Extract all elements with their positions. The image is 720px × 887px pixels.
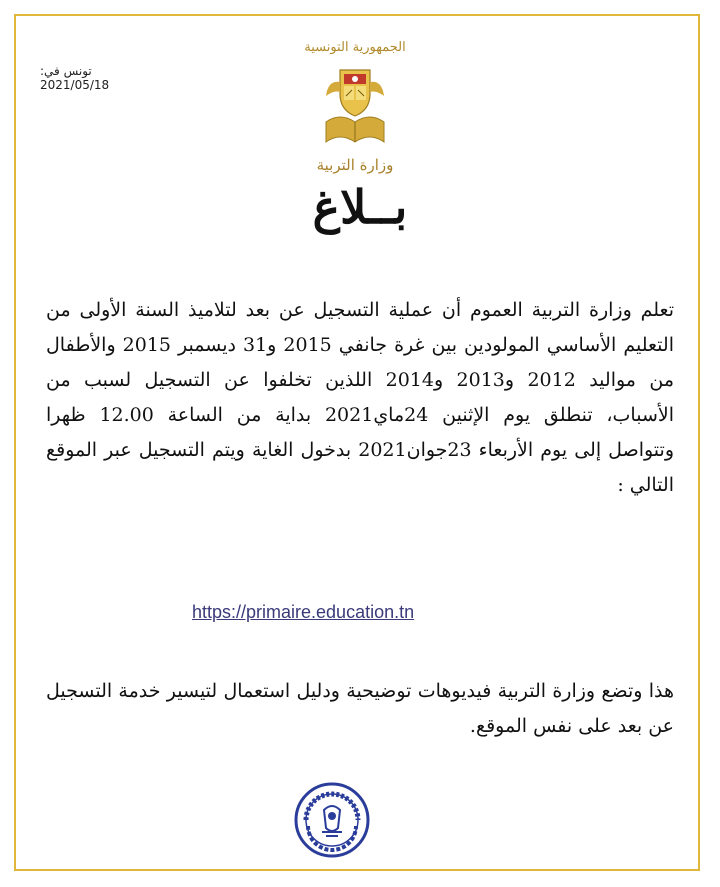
ministry-crest xyxy=(300,28,410,174)
official-stamp-icon xyxy=(292,780,372,860)
date-line: تونس في: 2021/05/18 xyxy=(40,64,110,92)
emblem-icon xyxy=(322,60,388,150)
registration-link[interactable]: https://primaire.education.tn xyxy=(192,602,415,622)
page-title: بــلاغ xyxy=(312,180,408,234)
crest-top-text: الجمهورية التونسية xyxy=(304,40,406,55)
crest-bottom-text: وزارة التربية xyxy=(316,156,394,174)
announcement-paragraph-1: تعلم وزارة التربية العموم أن عملية التسجيل عن بعد لتلاميذ السنة الأولى من التعليم الأساسي المولودين بين غرة جانفي 2015 و31 ديسمبر 2015 والأطفال من مواليد 2012 و2013 و2014 اللذين تخلفوا عن التسجيل لسبب من الأسباب، تنطلق يوم الإثنين 24ماي2021 بداية من الساعة 12.00 ظهرا وتتواصل إلى يوم الأربعاء 23جوان2021 بدخول الغاية ويتم التسجيل عبر الموقع التالي : xyxy=(46,299,674,496)
announcement-paragraph-2: هذا وتضع وزارة التربية فيديوهات توضيحية ودليل استعمال لتيسير خدمة التسجيل عن بعد على نفس الموقع. xyxy=(46,680,674,737)
